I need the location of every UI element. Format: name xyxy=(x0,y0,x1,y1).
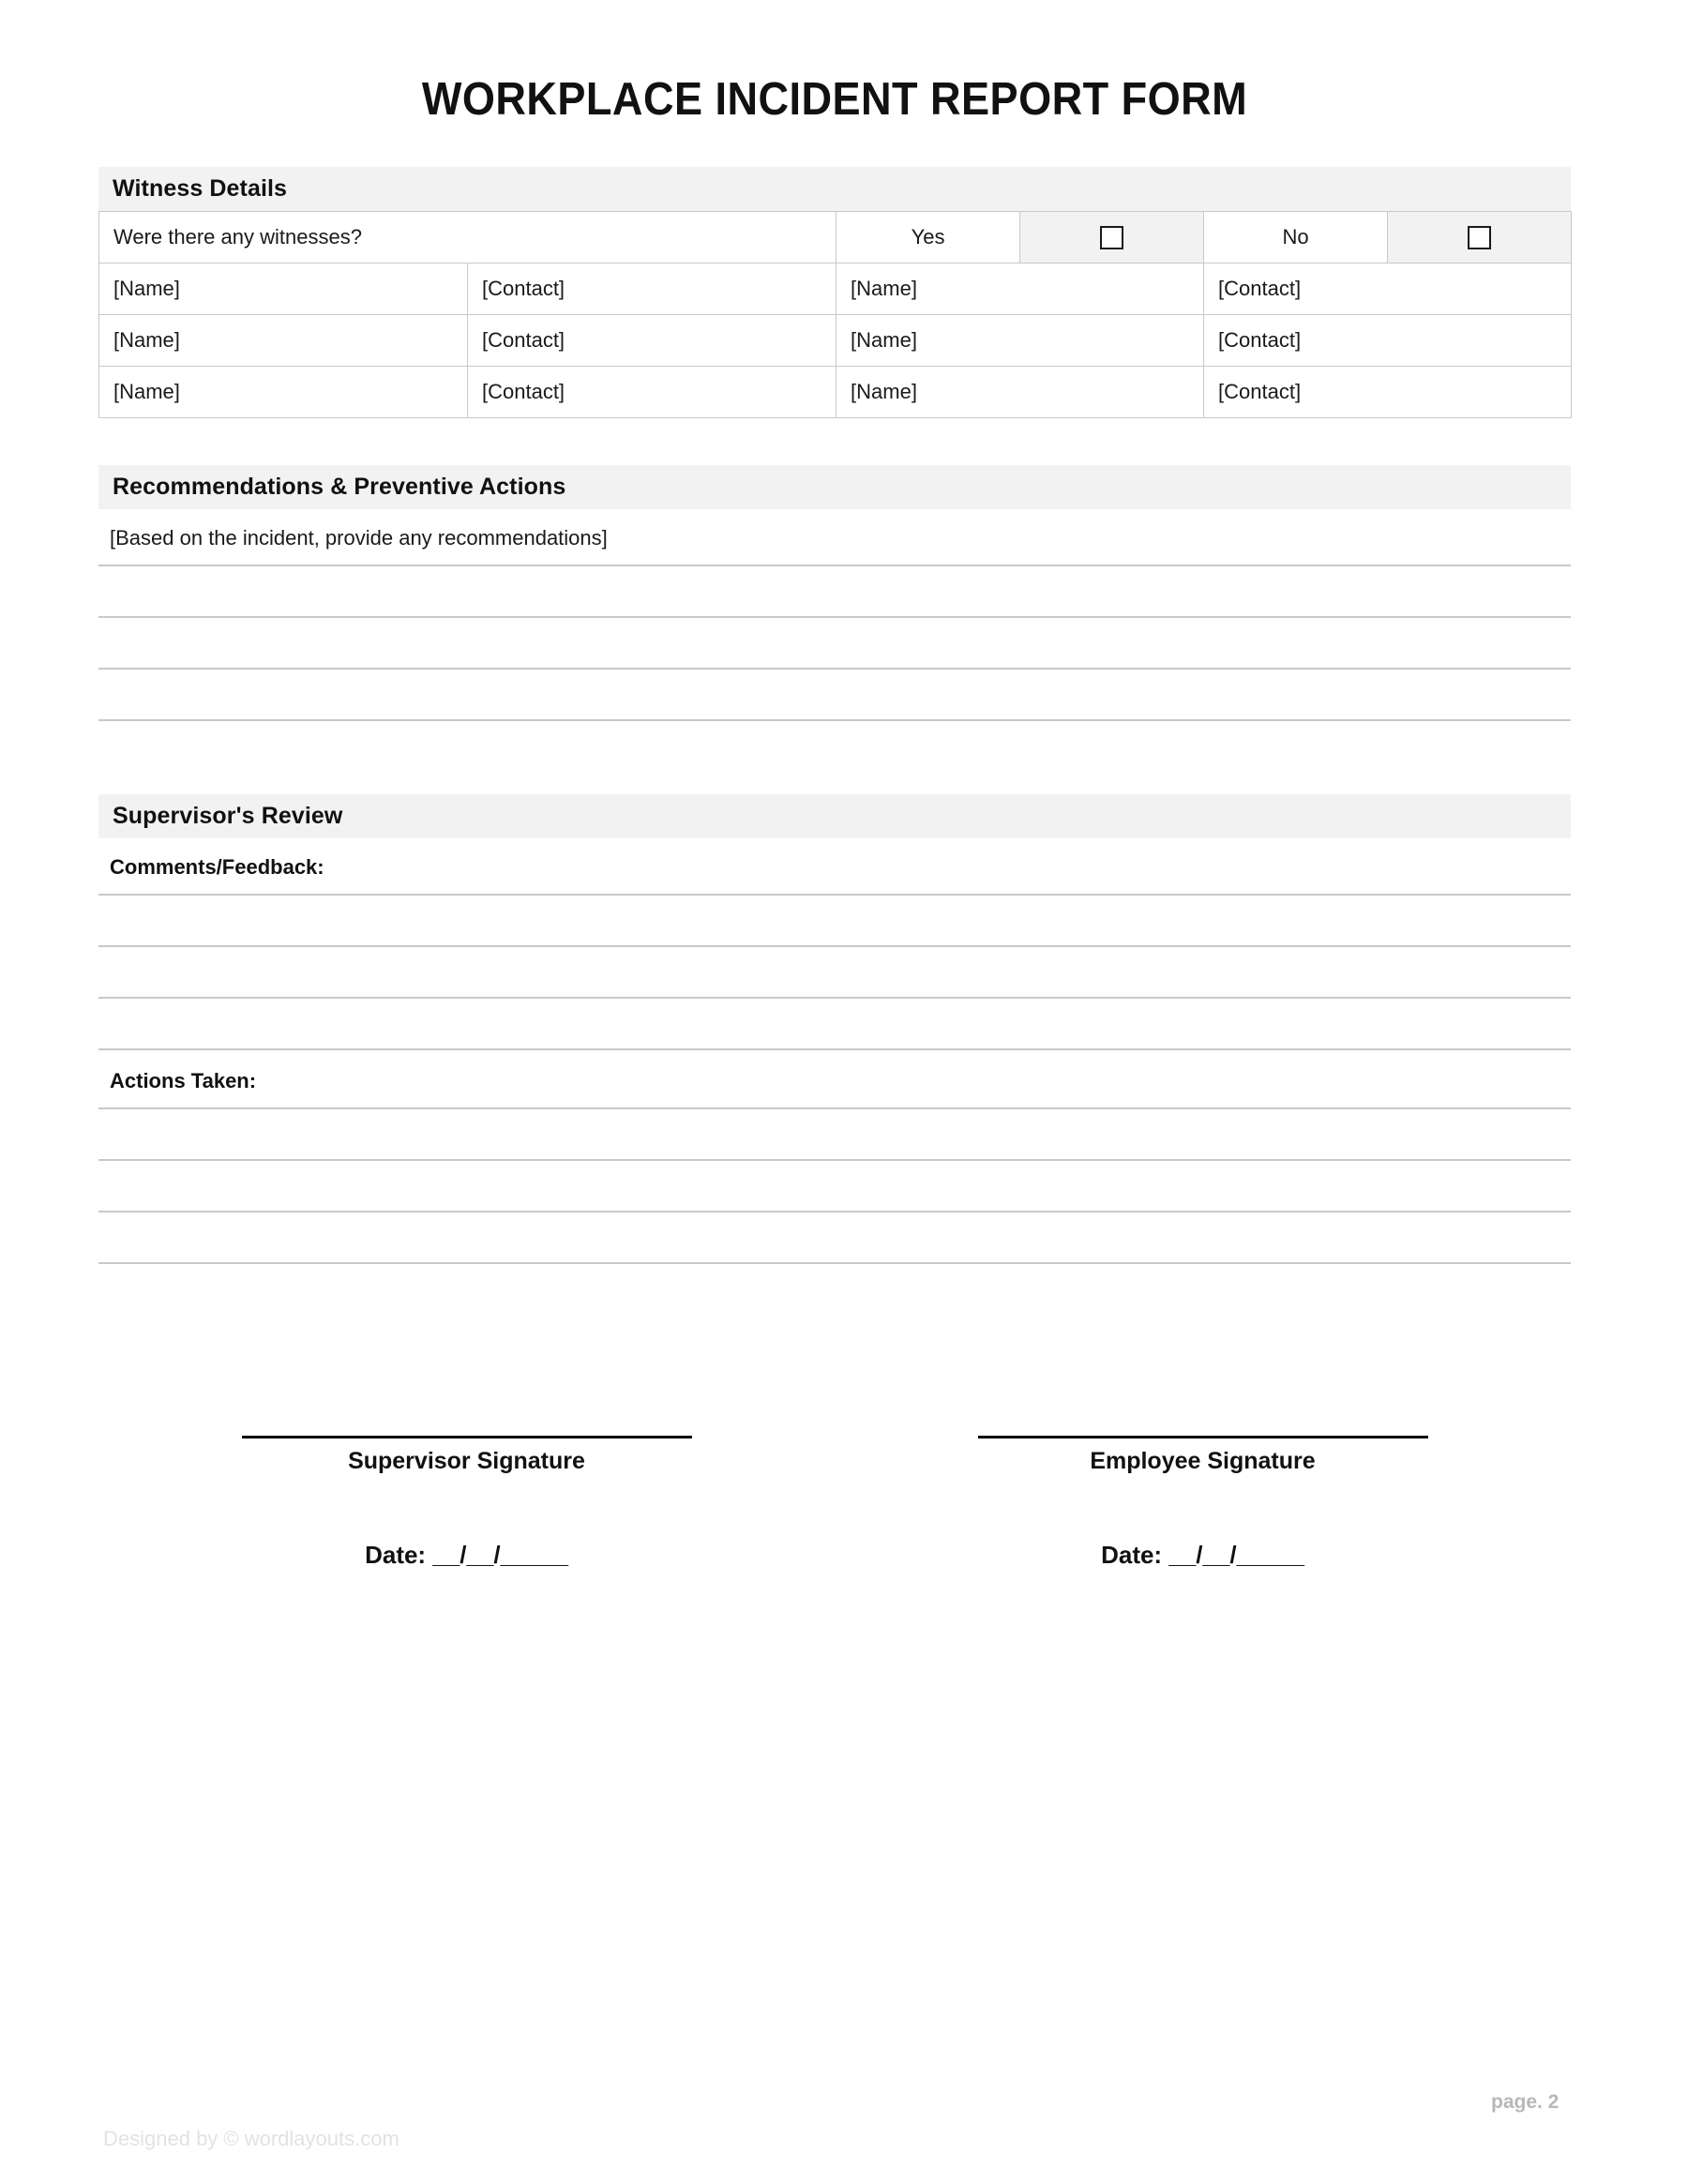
footer-credit: Designed by © wordlayouts.com xyxy=(103,2127,399,2150)
section-title-text: Witness Details xyxy=(113,175,288,202)
section-title-text: Recommendations & Preventive Actions xyxy=(113,474,566,500)
witness-contact-cell[interactable]: [Contact] xyxy=(1204,264,1572,315)
supervisor-signature-line[interactable] xyxy=(242,1436,692,1438)
recommendations-write-area[interactable] xyxy=(98,565,1571,721)
page-content xyxy=(98,0,1571,1570)
date-row xyxy=(98,1541,1571,1570)
witness-name-cell[interactable]: [Name] xyxy=(99,315,468,367)
witness-contact-cell[interactable]: [Contact] xyxy=(468,367,836,418)
employee-date-block xyxy=(835,1541,1571,1570)
page-title: WORKPLACE INCIDENT REPORT FORM xyxy=(421,74,1248,125)
comments-write-area[interactable] xyxy=(98,894,1571,1050)
table-row xyxy=(99,367,1572,418)
witness-contact-cell[interactable]: [Contact] xyxy=(1204,367,1572,418)
supervisor-signature-label: Supervisor Signature xyxy=(348,1448,585,1474)
no-label-cell: No xyxy=(1204,212,1388,264)
witness-name-cell[interactable]: [Name] xyxy=(836,264,1204,315)
witness-contact-cell[interactable]: [Contact] xyxy=(468,264,836,315)
table-row-witness-question xyxy=(99,212,1572,264)
section-header-recommendations xyxy=(98,465,1571,509)
no-checkbox-cell[interactable] xyxy=(1388,212,1572,264)
comments-feedback-label: Comments/Feedback: xyxy=(110,855,324,879)
employee-signature-block xyxy=(835,1436,1571,1475)
yes-label-cell: Yes xyxy=(836,212,1020,264)
witness-name-cell[interactable]: [Name] xyxy=(99,367,468,418)
witness-name-cell[interactable]: [Name] xyxy=(99,264,468,315)
witness-name-cell[interactable]: [Name] xyxy=(836,315,1204,367)
footer-page-number: page. 2 xyxy=(1491,2091,1560,2113)
employee-signature-label: Employee Signature xyxy=(1090,1448,1316,1474)
witness-details-table xyxy=(98,211,1572,418)
witness-name-cell[interactable]: [Name] xyxy=(836,367,1204,418)
supervisor-signature-block xyxy=(98,1436,835,1475)
table-row xyxy=(99,264,1572,315)
rule-line xyxy=(98,1048,1571,1050)
section-header-witness-details xyxy=(98,167,1571,211)
supervisor-date-field[interactable]: Date: __/__/_____ xyxy=(365,1541,568,1569)
section-header-supervisors-review xyxy=(98,794,1571,838)
employee-date-field[interactable]: Date: __/__/_____ xyxy=(1101,1541,1304,1569)
signature-row xyxy=(98,1436,1571,1475)
employee-signature-line[interactable] xyxy=(978,1436,1428,1438)
checkbox-unchecked-icon[interactable] xyxy=(1468,226,1491,249)
actions-taken-write-area[interactable] xyxy=(98,1107,1571,1264)
witness-question-cell: Were there any witnesses? xyxy=(99,212,836,264)
witness-contact-cell[interactable]: [Contact] xyxy=(1204,315,1572,367)
supervisor-date-block xyxy=(98,1541,835,1570)
section-title-text: Supervisor's Review xyxy=(113,803,343,829)
actions-taken-label: Actions Taken: xyxy=(110,1069,257,1092)
recommendations-hint-text: [Based on the incident, provide any recommendations] xyxy=(110,526,608,550)
table-row xyxy=(99,315,1572,367)
yes-checkbox-cell[interactable] xyxy=(1020,212,1204,264)
rule-line xyxy=(98,1262,1571,1264)
witness-contact-cell[interactable]: [Contact] xyxy=(468,315,836,367)
checkbox-unchecked-icon[interactable] xyxy=(1100,226,1123,249)
rule-line xyxy=(98,719,1571,721)
